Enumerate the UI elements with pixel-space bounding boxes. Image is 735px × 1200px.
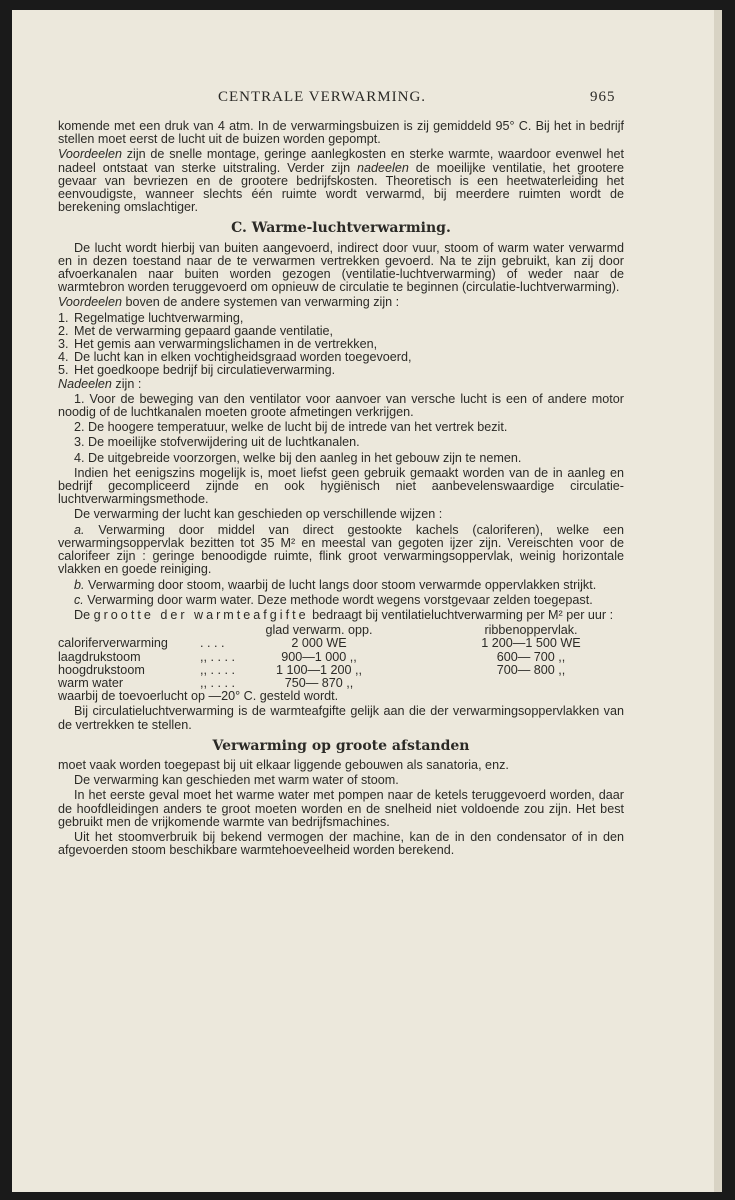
methods-list (58, 524, 624, 607)
intro-advantages-paragraph (58, 148, 624, 214)
page-number: 965 (590, 89, 616, 105)
methods-intro: De verwarming der lucht kan geschieden op verschillende wijzen : (74, 507, 443, 522)
table-row: laagdrukstoom ,, . . . . 900—1 000 ,, 600— 700 ,, (58, 649, 566, 664)
body-text (58, 120, 624, 859)
list-item: 3. Het gemis aan verwarmingslichamen in de vertrekken, (58, 337, 378, 352)
long-distance-paragraph-2: De verwarming kan geschieden met warm water of stoom. (74, 773, 399, 788)
long-distance-paragraph-3: In het eerste geval moet het warme water met pompen naar de ketels teruggevoerd worden, daar de hoofdleidingen anders te groot moeten worden en de snelheid niet voldoende zou zijn. Het best gebruikt men de vrijkomende warmte van bedrijfsmachines. (58, 788, 624, 829)
section-heading-long-distance: Verwarming op groote afstanden (212, 737, 470, 754)
long-distance-paragraph-4: Uit het stoomverbruik bij bekend vermogen der machine, kan de in den condensator of in den afgevoerden stoom beschikbare warmtehoeveelheid worden berekend. (58, 829, 624, 858)
section-c-paragraph: De lucht wordt hierbij van buiten aangevoerd, indirect door vuur, stoom of warm water verwarmd en in dezen toestand naar de te verwarmen vertrekken gevoerd. Na te zijn gebruikt, kan zij door afvoerkanalen naar buiten worden gezogen (ventilatie-luchtverwarming) of weder naar de warmtebron worden teruggevoerd om opnieuw de circulatie te beginnen (circulatie-luchtverwarming). (58, 240, 624, 295)
circulation-output-paragraph: Bij circulatieluchtverwarming is de warmteafgifte gelijk aan die der verwarmingsoppervlakken van de vertrekken te stellen. (58, 704, 624, 732)
column-header: ribbenoppervlak. (484, 623, 578, 638)
advantages-text: zijn de snelle montage, geringe aanlegkosten en sterke warmte, waardoor evenwel het nadeel ontstaat van sterke uitstraling. Verder zijn (58, 147, 624, 175)
heat-output-intro: De grootte der warmteafgifte bedraagt bij ventilatieluchtverwarming per M² per uur : (74, 607, 614, 622)
section-heading-c: C. Warme-luchtverwarming. (231, 220, 451, 237)
advantages-label: Voordeelen (58, 295, 122, 310)
disadvantages-list (58, 393, 624, 465)
spaced-term: grootte der warmteafgifte (93, 607, 309, 622)
advantages-lead: Voordeelen (58, 147, 122, 162)
intro-paragraph: komende met een druk van 4 atm. In de verwarmingsbuizen is zij gemiddeld 95° C. Bij het in bedrijf stellen moet eerst de lucht uit de buizen worden gepompt. (58, 119, 624, 147)
disadvantages-lead: nadeelen (357, 160, 409, 175)
list-item: 4. De uitgebreide voorzorgen, welke bij den aanleg in het gebouw zijn te nemen. (74, 450, 522, 465)
disadvantages-text: de moeilijke ventilatie, het grootere gevaar van bevriezen en de grootere bedrijfskosten. Theoretisch is een heetwaterleiding het eenvoudigste, wanneer slechts één ruimte wordt verwarmd, bij meerdere ruimten wordt de berekening omslachtiger. (58, 160, 624, 215)
table-row: hoogdrukstoom ,, . . . . 1 100—1 200 ,, 700— 800 ,, (58, 662, 566, 677)
list-item: 5. Het goedkoope bedrijf bij circulatieverwarming. (58, 363, 336, 378)
table-row: caloriferverwarming . . . . 2 000 WE 1 200—1 500 WE (58, 636, 581, 651)
list-item: c. Verwarming door warm water. Deze methode wordt wegens vorstgevaar zelden toegepast. (74, 592, 593, 607)
list-item: 3. De moeilijke stofverwijdering uit de luchtkanalen. (74, 435, 360, 450)
heat-output-table (58, 624, 624, 690)
supply-air-note: waarbij de toevoerlucht op —20° C. gesteld wordt. (58, 689, 339, 704)
advantages-list (58, 312, 624, 378)
disadvantages-label: Nadeelen (58, 376, 112, 391)
list-item: 1. Voor de beweging van den ventilator voor aanvoer van versche lucht is een of andere motor noodig of de luchtkanalen moeten groote afmetingen verkrijgen. (58, 391, 624, 420)
advantages-intro: Voordeelen boven de andere systemen van verwarming zijn : (58, 295, 400, 310)
list-item: 2. Met de verwarming gepaard gaande ventilatie, (58, 323, 334, 338)
list-item: b. Verwarming door stoom, waarbij de lucht langs door stoom verwarmde oppervlakken strijkt. (74, 577, 597, 592)
long-distance-paragraph-1: moet vaak worden toegepast bij uit elkaar liggende gebouwen als sanatoria, enz. (58, 757, 509, 772)
running-title: CENTRALE VERWARMING. (218, 89, 427, 105)
list-item: 1. Regelmatige luchtverwarming, (58, 310, 244, 325)
list-item: 4. De lucht kan in elken vochtigheidsgraad worden toegevoerd, (58, 350, 412, 365)
circulation-paragraph: Indien het eenigszins mogelijk is, moet liefst geen gebruik gemaakt worden van de in aanleg en bedrijf gecompliceerd zijnde en ook hygiënisch niet aanbevelenswaardige circulatie-luchtverwarmingsmethode. (58, 465, 624, 507)
page-edge (714, 10, 722, 1192)
table-row: warm water ,, . . . . 750— 870 ,, (58, 675, 354, 690)
disadvantages-intro: Nadeelen zijn : (58, 376, 142, 391)
list-item: 2. De hoogere temperatuur, welke de lucht bij de intrede van het vertrek bezit. (74, 420, 508, 435)
book-page (12, 10, 722, 1192)
column-header: glad verwarm. opp. (265, 623, 373, 638)
list-item: a. Verwarming door middel van direct gestookte kachels (caloriferen), welke een verwarmingsoppervlak bezitten tot 35 M² en meestal van gegoten ijzer zijn. Vereischten voor de calorifeer zijn : geringe benoodigde ruimte, flink groot verwarmingsoppervlak, weinig horizontale vlakken en goede reiniging. (58, 522, 624, 577)
